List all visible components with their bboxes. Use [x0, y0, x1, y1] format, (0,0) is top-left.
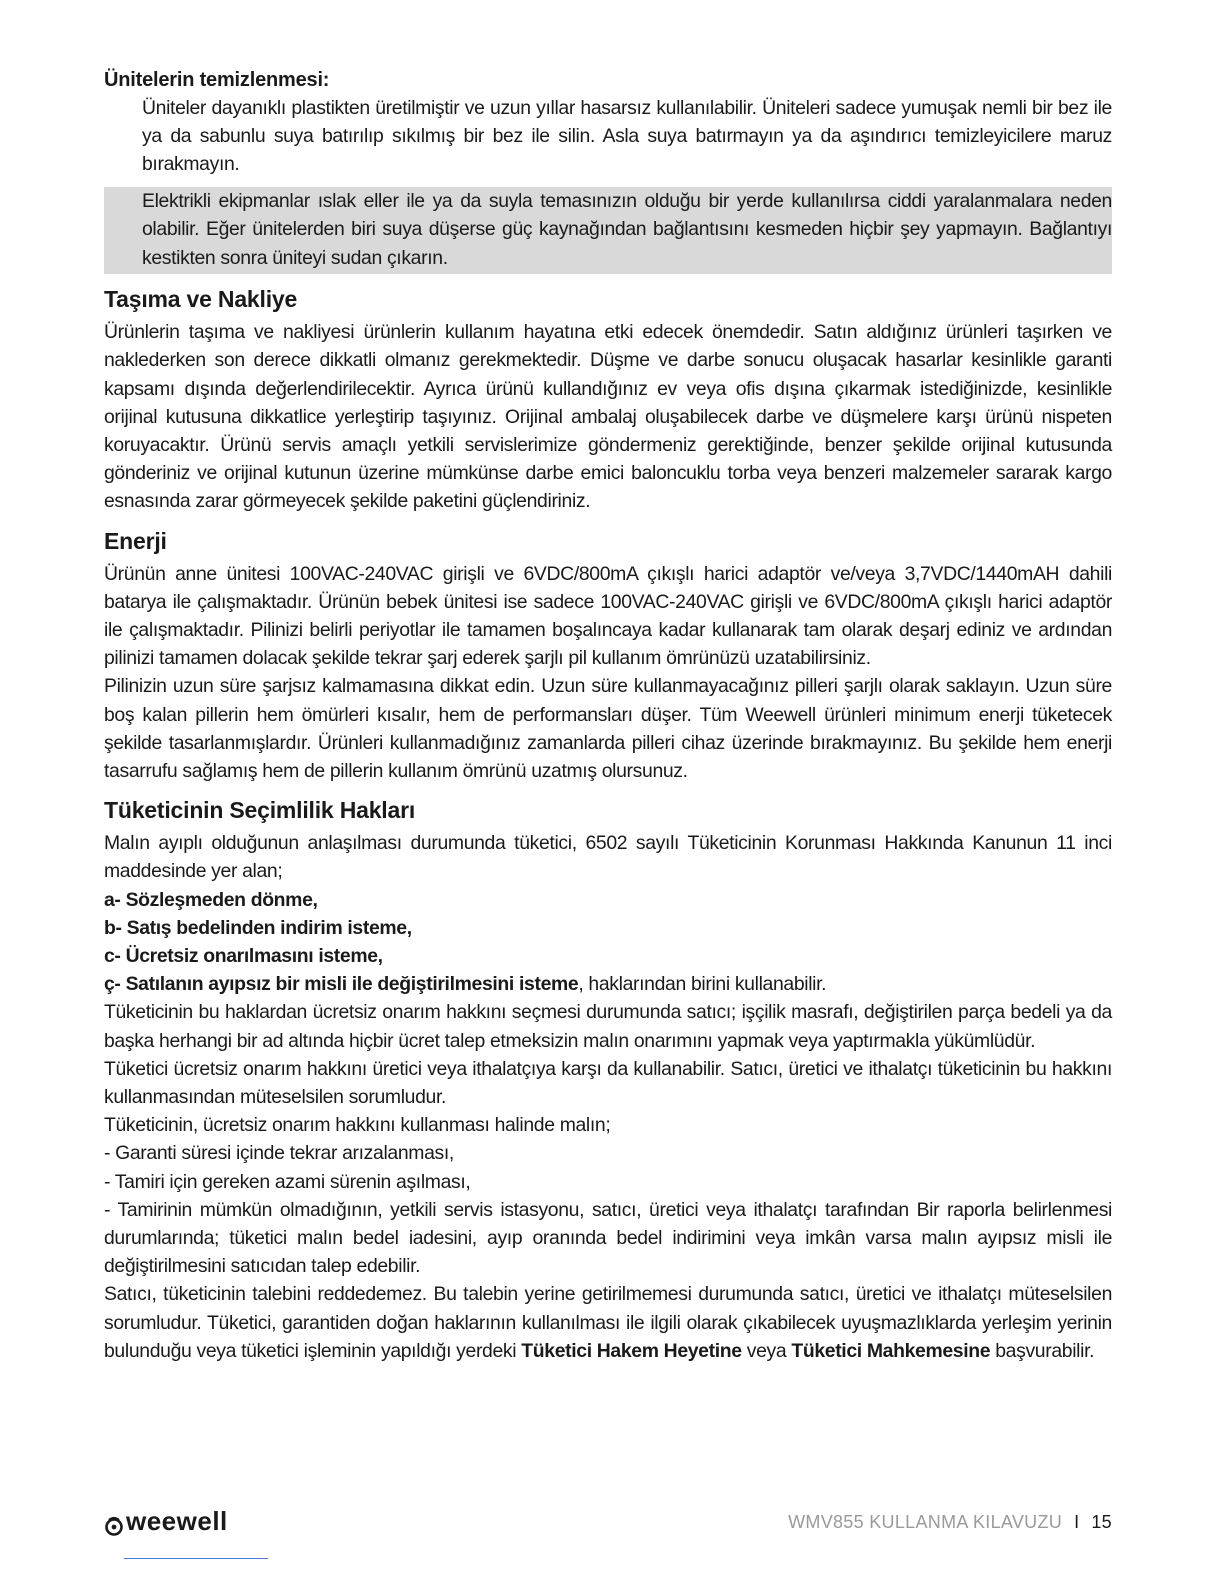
cleaning-body [104, 94, 1112, 179]
brand-name: weewell [126, 1506, 228, 1536]
rights-p4-bold-1: Tüketici Hakem Heyetine [521, 1339, 742, 1362]
manual-title: WMV855 KULLANMA KILAVUZU [788, 1512, 1063, 1532]
transport-heading: Taşıma ve Nakliye [104, 286, 298, 313]
rights-dash-3: - Tamirinin mümkün olmadığının, yetkili servis istasyonu, satıcı, üretici veya ithalatçı tarafından Bir raporla belirlenmesi durumlarında; tüketici malın bedel iadesini, ayıp oranında bedel indirimini veya imkân varsa malın ayıpsız misli ile değiştirilmesini satıcıdan talep edebilir. [104, 1198, 1112, 1278]
transport-text: Ürünlerin taşıma ve nakliyesi ürünlerin kullanım hayatına etki edecek önemdedir. Satın aldığınız ürünleri taşırken ve naklederken son derece dikkatli olmanız gerekmektedir. Düşme ve darbe sonucu oluşacak hasarlar kesinlikle garanti kapsamı dışında değerlendirilecektir. Ayrıca ürünü kullandığınız ev veya ofis dışına çıkarmak istediğinizde, kesinlikle orijinal kutusuna dikkatlice yerleştirip taşıyınız. Orijinal ambalaj oluşabilecek darbe ve düşmelere karşı ürünü nispeten koruyacaktır. Ürünü servis amaçlı yetkili servislerimize göndermeniz gerektiğinde, benzer şekilde orijinal kutusunda gönderiniz ve orijinal kutunun üzerine mümkünse darbe emici baloncuklu torba veya benzeri malzemeler sararak kargo esnasında zarar görmeyecek şekilde paketini güçlendiriniz. [104, 321, 1112, 513]
rights-paragraph-3: Tüketicinin, ücretsiz onarım hakkını kullanması halinde malın; [104, 1114, 611, 1137]
rights-dash-2: - Tamiri için gereken azami sürenin aşılması, [104, 1170, 471, 1193]
page-footer [104, 1506, 1112, 1542]
rights-item-c: c- Ücretsiz onarılmasını isteme, [104, 944, 383, 967]
footer-blue-rule [124, 1558, 268, 1559]
rights-p4-start: Satıcı, tüketicinin talebini reddedemez. Bu talebin yerine getirilmemesi durumunda satıcı, üretici ve ithalatçı müteselsilen sorumludur. Tüketici, garantiden doğan haklarının kullanılması ile ilgili olarak çıkabilecek uyuşmazlıklarda yerleşim yerinin bulunduğu veya tüketici işleminin yapıldığı yerdeki [104, 1283, 1112, 1362]
rights-section [104, 795, 1112, 1365]
rights-item-a: a- Sözleşmeden dönme, [104, 888, 318, 911]
page-info [788, 1512, 1112, 1533]
rights-p4-mid: veya [741, 1339, 792, 1362]
rights-dash-1: - Garanti süresi içinde tekrar arızalanması, [104, 1142, 454, 1165]
weewell-logo-icon [104, 1512, 124, 1532]
cleaning-heading: Ünitelerin temizlenmesi: [104, 69, 330, 91]
cleaning-warning-text: Elektrikli ekipmanlar ıslak eller ile ya da suyla temasınızın olduğu bir yerde kullanılırsa ciddi yaralanmalara neden olabilir. Eğer ünitelerden biri suya düşerse güç kaynağından bağlantısını kesmeden hiçbir şey yapmayın. Bağlantıyı kestikten sonra üniteyi sudan çıkarın. [142, 189, 1112, 269]
rights-paragraph-4 [104, 1280, 1112, 1365]
footer-separator: I [1074, 1512, 1080, 1532]
transport-section [104, 284, 1112, 515]
rights-item-d [104, 970, 1112, 998]
rights-item-b: b- Satış bedelinden indirim isteme, [104, 916, 412, 939]
cleaning-warning-box [104, 187, 1112, 275]
document-page [104, 66, 1112, 1365]
energy-heading: Enerji [104, 527, 167, 554]
rights-item-d-bold: ç- Satılanın ayıpsız bir misli ile değiştirilmesini isteme [104, 973, 579, 996]
rights-p4-bold-2: Tüketici Mahkemesine [791, 1339, 991, 1362]
energy-text-2: Pilinizin uzun süre şarjsız kalmamasına dikkat edin. Uzun süre kullanmayacağınız pilleri şarjlı olarak saklayın. Uzun süre boş kalan pillerin hem ömürleri kısalır, hem de performansları düşer. Tüm Weewell ürünleri minimum enerji tüketecek şekilde tasarlanmışlardır. Ürünleri kullanmadığınız zamanlarda pilleri cihaz üzerinde bırakmayınız. Bu şekilde hem enerji tasarrufu sağlamış hem de pillerin kullanım ömrünü uzatmış olursunuz. [104, 675, 1112, 782]
rights-p4-end: başvurabilir. [990, 1339, 1095, 1362]
energy-text-1: Ürünün anne ünitesi 100VAC-240VAC girişli ve 6VDC/800mA çıkışlı harici adaptör ve/veya 3,7VDC/1440mAH dahili batarya ile çalışmaktadır. Ürünün bebek ünitesi ise sadece 100VAC-240VAC girişli ve 6VDC/800mA çıkışlı harici adaptör ile çalışmaktadır. Pilinizi belirli periyotlar ile tamamen boşalıncaya kadar kullanarak tam olarak deşarj ediniz ve ardından pilinizi tamamen dolacak şekilde tekrar şarj ederek şarjlı pil kullanım ömrünüzü uzatabilirsiniz. [104, 562, 1112, 670]
rights-heading: Tüketicinin Seçimlilik Hakları [104, 797, 416, 824]
rights-intro: Malın ayıplı olduğunun anlaşılması durumunda tüketici, 6502 sayılı Tüketicinin Korunması Hakkında Kanunun 11 inci maddesinde yer alan; [104, 832, 1112, 883]
rights-item-d-rest: , haklarından birini kullanabilir. [578, 973, 827, 996]
cleaning-text: Üniteler dayanıklı plastikten üretilmiştir ve uzun yıllar hasarsız kullanılabilir. Üniteleri sadece yumuşak nemli bir bez ile ya da sabunlu suya batırılıp sıkılmış bir bez ile silin. Asla suya batırmayın ya da aşındırıcı temizleyicilere maruz bırakmayın. [142, 97, 1112, 176]
rights-paragraph-1: Tüketicinin bu haklardan ücretsiz onarım hakkını seçmesi durumunda satıcı; işçilik masrafı, değiştirilen parça bedeli ya da başka herhangi bir ad altında hiçbir ücret talep etmeksizin malın onarımını yapmak veya yaptırmakla yükümlüdür. [104, 1001, 1112, 1052]
brand-logo [104, 1506, 228, 1537]
energy-section [104, 526, 1112, 786]
page-number: 15 [1091, 1512, 1112, 1532]
rights-paragraph-2: Tüketici ücretsiz onarım hakkını üretici veya ithalatçıya karşı da kullanabilir. Satıcı, üretici ve ithalatçı tüketicinin bu hakkını kullanmasından müteselsilen sorumludur. [104, 1057, 1112, 1108]
